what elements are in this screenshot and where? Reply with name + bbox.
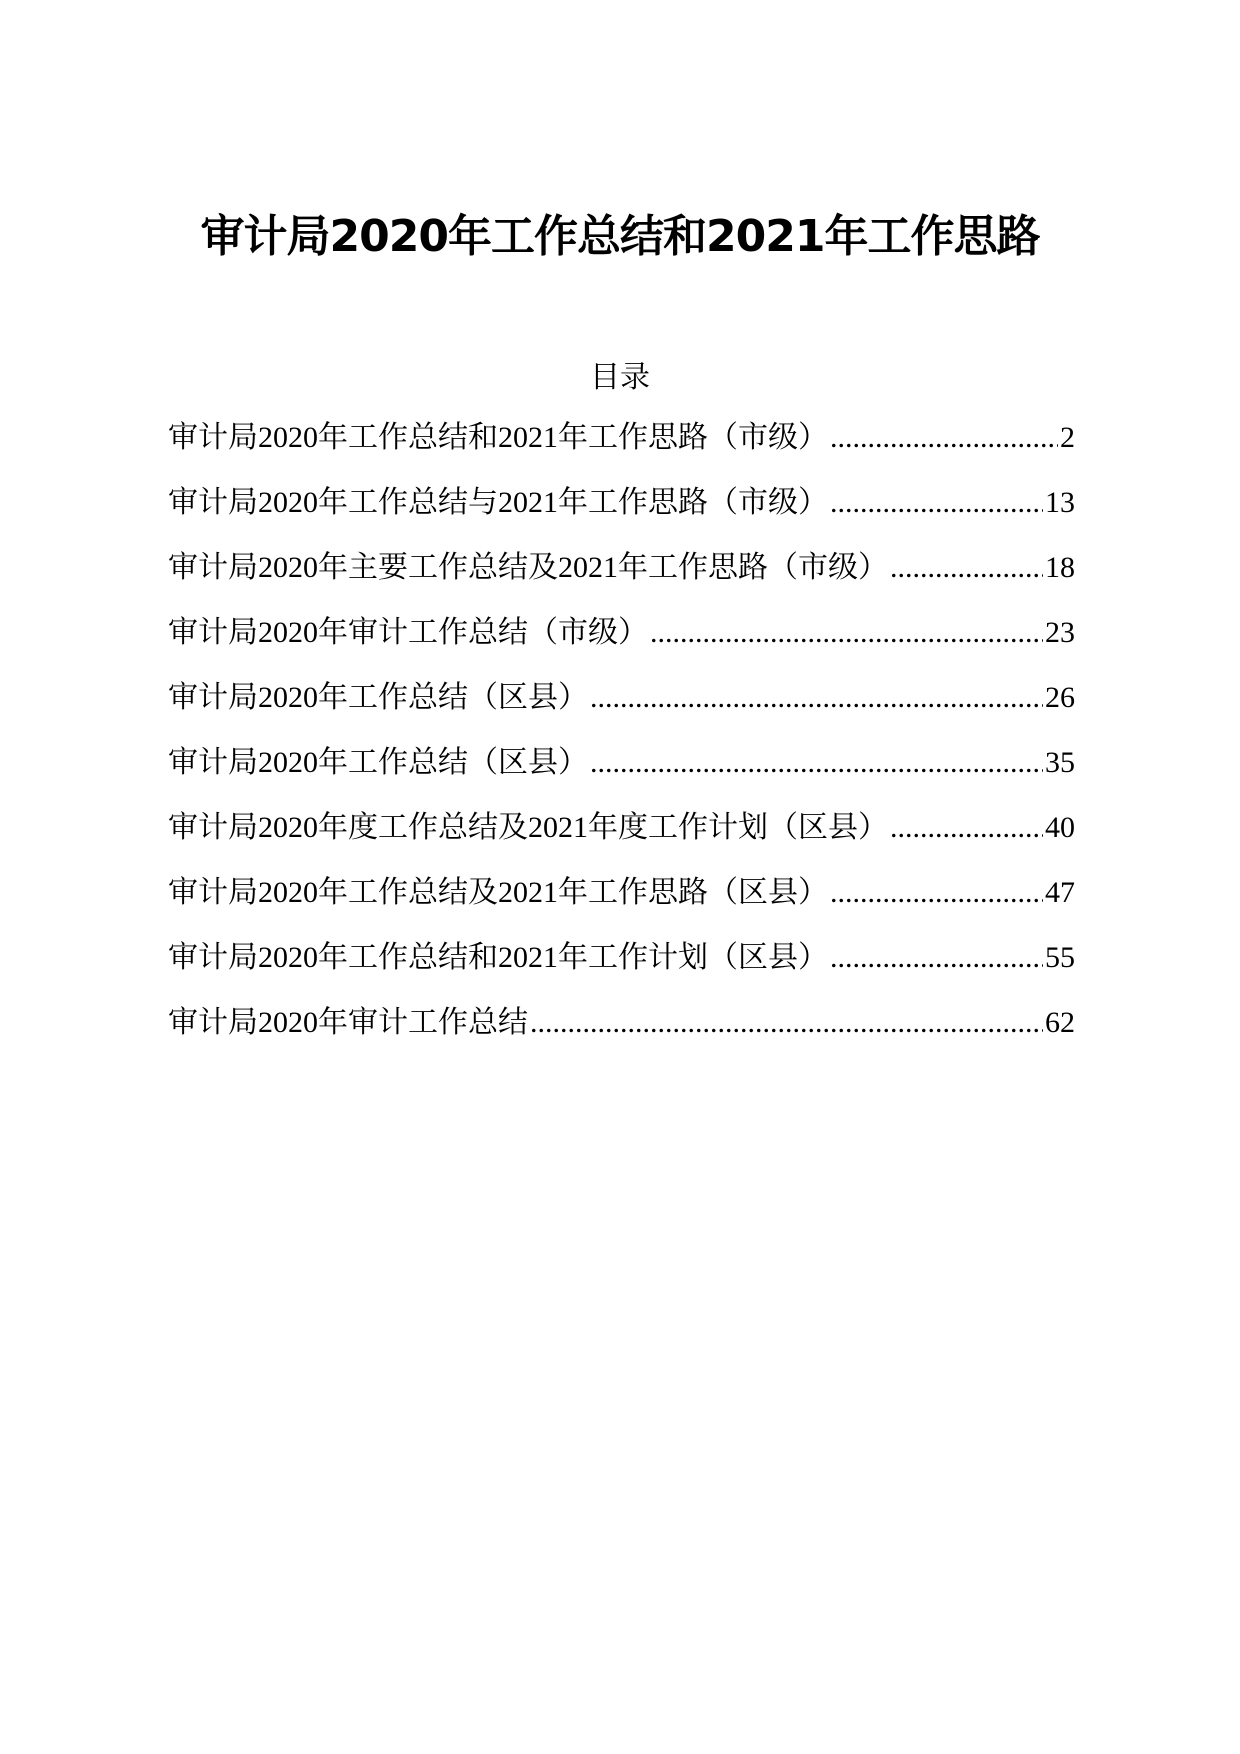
toc-leader-dots xyxy=(650,616,1043,650)
toc-leader-dots xyxy=(830,876,1043,910)
table-of-contents xyxy=(168,412,1075,1062)
toc-entry-label: 审计局2020年度工作总结及2021年度工作计划（区县） xyxy=(168,811,888,844)
toc-entry-page: 2 xyxy=(1060,421,1075,454)
toc-heading: 目录 xyxy=(590,361,650,394)
document-title: 审计局2020年工作总结和2021年工作思路 xyxy=(200,211,1040,262)
toc-entry-page: 13 xyxy=(1045,486,1075,519)
toc-leader-dots xyxy=(590,681,1043,715)
toc-entry[interactable] xyxy=(168,607,1075,672)
toc-entry[interactable] xyxy=(168,672,1075,737)
toc-entry-label: 审计局2020年审计工作总结（市级） xyxy=(168,616,648,649)
toc-entry-label: 审计局2020年工作总结和2021年工作计划（区县） xyxy=(168,941,828,974)
toc-entry-label: 审计局2020年工作总结及2021年工作思路（区县） xyxy=(168,876,828,909)
toc-leader-dots xyxy=(890,551,1043,585)
toc-entry-label: 审计局2020年工作总结（区县） xyxy=(168,681,588,714)
toc-entry-page: 35 xyxy=(1045,746,1075,779)
toc-leader-dots xyxy=(830,941,1043,975)
toc-entry-label: 审计局2020年审计工作总结 xyxy=(168,1006,528,1039)
toc-entry-page: 47 xyxy=(1045,876,1075,909)
toc-entry[interactable] xyxy=(168,867,1075,932)
toc-entry-page: 40 xyxy=(1045,811,1075,844)
toc-leader-dots xyxy=(890,811,1043,845)
toc-entry-page: 23 xyxy=(1045,616,1075,649)
toc-leader-dots xyxy=(590,746,1043,780)
toc-entry-label: 审计局2020年主要工作总结及2021年工作思路（市级） xyxy=(168,551,888,584)
toc-leader-dots xyxy=(830,486,1043,520)
toc-entry-page: 26 xyxy=(1045,681,1075,714)
toc-entry[interactable] xyxy=(168,542,1075,607)
toc-entry-page: 18 xyxy=(1045,551,1075,584)
toc-entry-label: 审计局2020年工作总结（区县） xyxy=(168,746,588,779)
toc-entry[interactable] xyxy=(168,477,1075,542)
toc-entry-label: 审计局2020年工作总结和2021年工作思路（市级） xyxy=(168,421,828,454)
toc-entry[interactable] xyxy=(168,932,1075,997)
toc-entry[interactable] xyxy=(168,412,1075,477)
toc-entry[interactable] xyxy=(168,802,1075,867)
toc-entry-label: 审计局2020年工作总结与2021年工作思路（市级） xyxy=(168,486,828,519)
toc-entry[interactable] xyxy=(168,737,1075,802)
toc-entry-page: 55 xyxy=(1045,941,1075,974)
toc-entry[interactable] xyxy=(168,997,1075,1062)
toc-leader-dots xyxy=(530,1006,1043,1040)
toc-entry-page: 62 xyxy=(1045,1006,1075,1039)
toc-leader-dots xyxy=(830,421,1058,455)
